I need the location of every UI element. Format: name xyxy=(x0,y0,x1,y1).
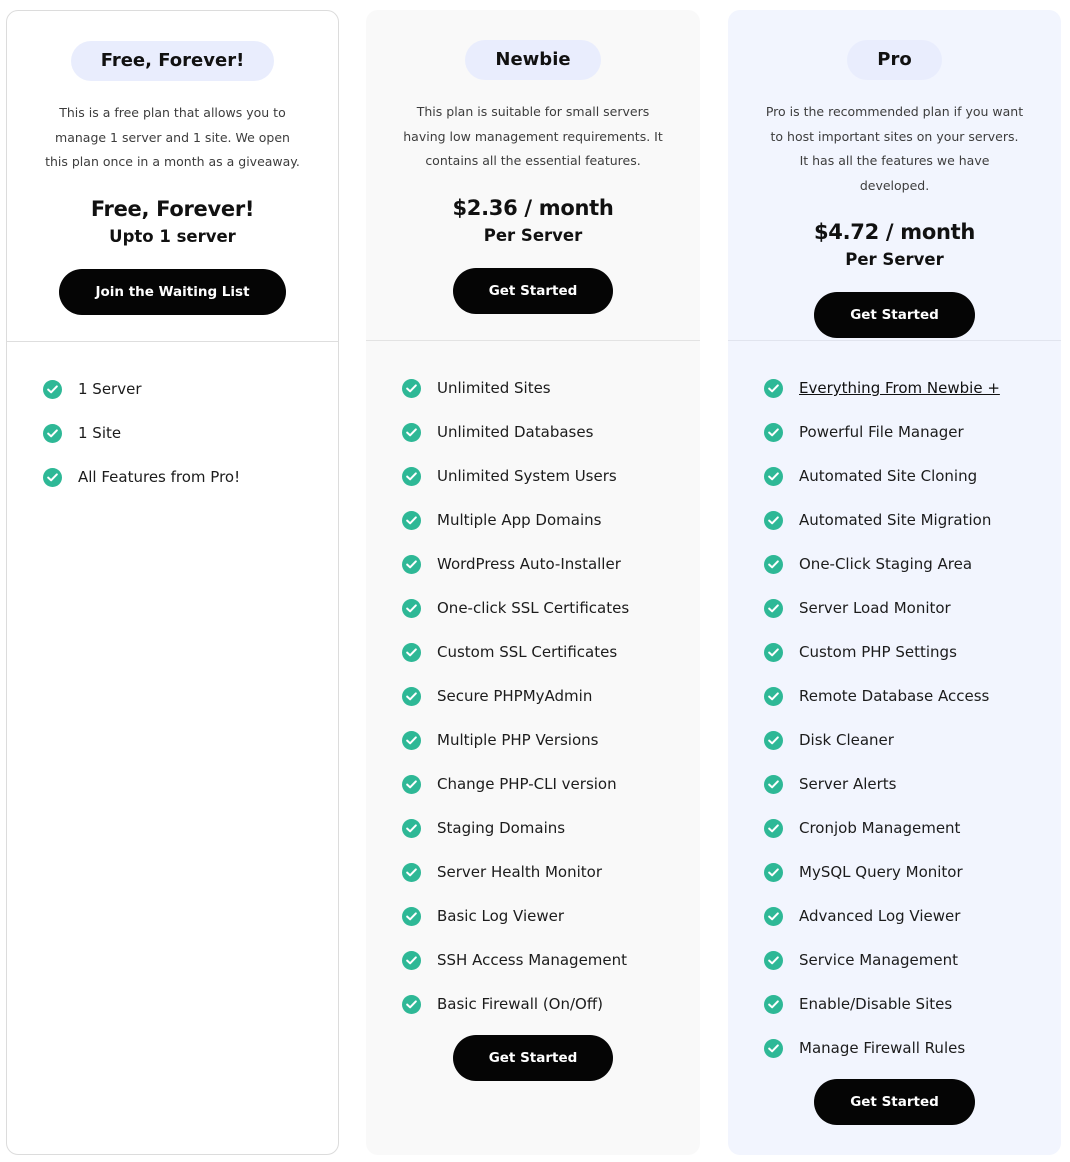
check-circle-icon xyxy=(764,819,783,838)
feature-item xyxy=(402,366,700,410)
check-circle-icon xyxy=(764,951,783,970)
feature-label: 1 Server xyxy=(78,380,142,398)
feature-item xyxy=(402,410,700,454)
feature-item xyxy=(764,498,1061,542)
plan-price-unit: Per Server xyxy=(845,250,944,269)
feature-label: Basic Firewall (On/Off) xyxy=(437,995,604,1013)
check-circle-icon xyxy=(764,731,783,750)
feature-label: 1 Site xyxy=(78,424,122,442)
plan-price: $4.72 / month xyxy=(813,220,976,244)
check-circle-icon xyxy=(402,643,421,662)
feature-item xyxy=(402,982,700,1026)
feature-label: Basic Log Viewer xyxy=(437,907,565,925)
check-circle-icon xyxy=(764,511,783,530)
check-circle-icon xyxy=(764,467,783,486)
check-circle-icon xyxy=(764,555,783,574)
feature-label: Advanced Log Viewer xyxy=(799,907,961,925)
feature-list xyxy=(366,341,700,1026)
check-circle-icon xyxy=(402,511,421,530)
check-circle-icon xyxy=(402,907,421,926)
feature-item xyxy=(764,938,1061,982)
feature-label: Server Alerts xyxy=(799,775,897,793)
check-circle-icon xyxy=(402,599,421,618)
check-circle-icon xyxy=(43,468,62,487)
check-circle-icon xyxy=(764,863,783,882)
feature-item xyxy=(764,806,1061,850)
feature-item xyxy=(764,586,1061,630)
check-circle-icon xyxy=(402,995,421,1014)
check-circle-icon xyxy=(402,819,421,838)
feature-link[interactable]: Everything From Newbie + xyxy=(799,379,1000,397)
feature-item xyxy=(402,498,700,542)
feature-item xyxy=(764,762,1061,806)
feature-item xyxy=(402,762,700,806)
feature-label: Unlimited System Users xyxy=(437,467,617,485)
feature-list xyxy=(7,342,338,499)
feature-item xyxy=(402,454,700,498)
feature-item xyxy=(764,542,1061,586)
check-circle-icon xyxy=(764,995,783,1014)
feature-item xyxy=(764,894,1061,938)
feature-label: One-Click Staging Area xyxy=(799,555,973,573)
check-circle-icon xyxy=(764,687,783,706)
plan-header xyxy=(7,11,338,341)
get-started-bottom-button[interactable]: Get Started xyxy=(814,1079,975,1125)
feature-label: Enable/Disable Sites xyxy=(799,995,953,1013)
feature-list xyxy=(728,341,1061,1070)
check-circle-icon xyxy=(764,379,783,398)
feature-label: Unlimited Databases xyxy=(437,423,594,441)
feature-item xyxy=(764,630,1061,674)
plan-header xyxy=(366,10,700,340)
feature-item xyxy=(764,410,1061,454)
check-circle-icon xyxy=(402,467,421,486)
feature-label: MySQL Query Monitor xyxy=(799,863,963,881)
check-circle-icon xyxy=(402,555,421,574)
feature-label: Cronjob Management xyxy=(799,819,961,837)
check-circle-icon xyxy=(402,951,421,970)
check-circle-icon xyxy=(402,379,421,398)
check-circle-icon xyxy=(43,380,62,399)
check-circle-icon xyxy=(764,643,783,662)
feature-item xyxy=(402,542,700,586)
check-circle-icon xyxy=(402,863,421,882)
check-circle-icon xyxy=(764,1039,783,1058)
plan-description: This plan is suitable for small servers having low management requirements. It contains all the essential features. xyxy=(403,104,663,168)
feature-item xyxy=(402,850,700,894)
plan-card-free xyxy=(6,10,339,1155)
check-circle-icon xyxy=(402,423,421,442)
get-started-bottom-button[interactable]: Get Started xyxy=(453,1035,614,1081)
join-waiting-list-button[interactable]: Join the Waiting List xyxy=(59,269,285,315)
feature-label: Automated Site Cloning xyxy=(799,467,978,485)
feature-item xyxy=(43,411,338,455)
plan-card-newbie xyxy=(366,10,700,1155)
feature-label: SSH Access Management xyxy=(437,951,628,969)
feature-label: Staging Domains xyxy=(437,819,566,837)
feature-item xyxy=(43,367,338,411)
feature-label: Automated Site Migration xyxy=(799,511,992,529)
feature-item xyxy=(402,894,700,938)
feature-item xyxy=(764,454,1061,498)
feature-item xyxy=(402,718,700,762)
plan-header xyxy=(728,10,1061,340)
feature-label: Unlimited Sites xyxy=(437,379,551,397)
check-circle-icon xyxy=(764,775,783,794)
feature-label: WordPress Auto-Installer xyxy=(437,555,621,573)
feature-item xyxy=(764,850,1061,894)
plan-card-pro xyxy=(728,10,1061,1155)
plan-badge: Free, Forever! xyxy=(71,41,275,81)
feature-label: Server Health Monitor xyxy=(437,863,602,881)
feature-item xyxy=(402,674,700,718)
feature-label: Custom PHP Settings xyxy=(799,643,957,661)
plan-description: This is a free plan that allows you to manage 1 server and 1 site. We open this plan once in a month as a giveaway. xyxy=(45,105,300,169)
check-circle-icon xyxy=(402,731,421,750)
plan-badge: Newbie xyxy=(465,40,600,80)
feature-label: Disk Cleaner xyxy=(799,731,894,749)
feature-item xyxy=(764,674,1061,718)
plan-price-unit: Per Server xyxy=(483,225,583,245)
check-circle-icon xyxy=(764,423,783,442)
plan-badge: Pro xyxy=(847,40,941,80)
get-started-button[interactable]: Get Started xyxy=(453,268,614,314)
feature-item xyxy=(764,1026,1061,1070)
feature-label: One-click SSL Certificates xyxy=(437,599,630,617)
check-circle-icon xyxy=(764,599,783,618)
feature-item xyxy=(764,718,1061,762)
feature-label: Custom SSL Certificates xyxy=(437,643,618,661)
plan-price: Free, Forever! xyxy=(90,196,255,221)
feature-item xyxy=(402,630,700,674)
plan-description: Pro is the recommended plan if you want to host important sites on your servers. It has all the features we have developed. xyxy=(765,104,1024,193)
feature-label: Service Management xyxy=(799,951,959,969)
check-circle-icon xyxy=(43,424,62,443)
feature-label: Powerful File Manager xyxy=(799,423,964,441)
plan-price-unit: Upto 1 server xyxy=(109,226,236,246)
check-circle-icon xyxy=(402,775,421,794)
feature-label: Multiple PHP Versions xyxy=(437,731,599,749)
feature-label: Secure PHPMyAdmin xyxy=(437,687,593,705)
check-circle-icon xyxy=(764,907,783,926)
feature-item xyxy=(402,806,700,850)
feature-item xyxy=(402,586,700,630)
feature-label: Manage Firewall Rules xyxy=(799,1039,966,1057)
check-circle-icon xyxy=(402,687,421,706)
get-started-button[interactable]: Get Started xyxy=(814,292,975,338)
feature-label: All Features from Pro! xyxy=(78,468,241,486)
feature-label: Remote Database Access xyxy=(799,687,990,705)
feature-label: Change PHP-CLI version xyxy=(437,775,617,793)
feature-item xyxy=(402,938,700,982)
feature-item xyxy=(764,366,1061,410)
feature-item xyxy=(764,982,1061,1026)
plan-price: $2.36 / month xyxy=(452,195,614,220)
feature-label: Server Load Monitor xyxy=(799,599,951,617)
feature-label: Multiple App Domains xyxy=(437,511,602,529)
feature-item xyxy=(43,455,338,499)
